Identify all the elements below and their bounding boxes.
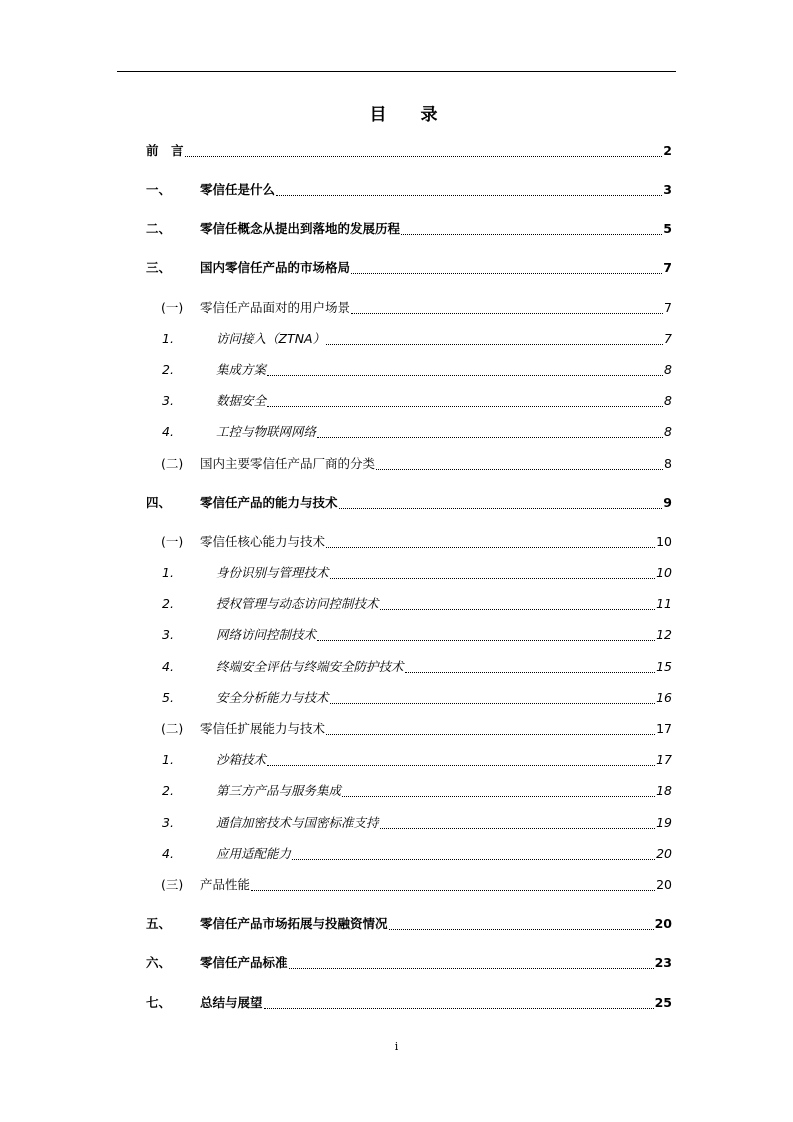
toc-entry-page: 10: [656, 534, 672, 549]
toc-entry[interactable]: [161, 454, 672, 474]
toc-entry-number: 1.: [162, 331, 174, 346]
toc-entry[interactable]: [162, 563, 672, 583]
toc-leader-dots: [401, 234, 662, 235]
toc-entry-label: 零信任产品的能力与技术: [200, 495, 338, 510]
toc-entry[interactable]: [146, 953, 672, 973]
toc-leader-dots: [276, 195, 662, 196]
toc-leader-dots: [326, 547, 655, 548]
toc-entry[interactable]: [146, 219, 672, 239]
toc-entry[interactable]: [161, 298, 672, 318]
toc-entry-page: 9: [663, 495, 672, 510]
toc-entry-label: 国内主要零信任产品厂商的分类: [200, 456, 376, 471]
toc-entry[interactable]: [162, 657, 672, 677]
toc-entry-number: (一): [161, 300, 184, 315]
toc-entry[interactable]: [162, 625, 672, 645]
toc-leader-dots: [351, 313, 663, 314]
toc-entry-number: 4.: [162, 659, 174, 674]
toc-entry-label: 产品性能: [200, 877, 251, 892]
toc-leader-dots: [351, 273, 662, 274]
toc-entry-number: (一): [161, 534, 184, 549]
toc-entry[interactable]: [162, 329, 672, 349]
toc-entry-number: 2.: [162, 783, 174, 798]
toc-entry[interactable]: [161, 532, 672, 552]
toc-entry-label: 国内零信任产品的市场格局: [200, 260, 351, 275]
toc-entry-label: 授权管理与动态访问控制技术: [216, 596, 379, 611]
toc-entry-label: 沙箱技术: [216, 752, 267, 767]
toc-entry-page: 15: [656, 659, 672, 674]
toc-entry-page: 20: [654, 916, 672, 931]
toc-entry-number: (三): [161, 877, 184, 892]
toc-entry-label: 零信任扩展能力与技术: [200, 721, 326, 736]
toc-entry-page: 17: [656, 752, 672, 767]
toc-entry-number: 三、: [146, 260, 172, 275]
toc-entry[interactable]: [161, 719, 672, 739]
page-title: 目 录: [369, 105, 452, 125]
toc-entry-number: (二): [161, 721, 184, 736]
toc-entry-page: 20: [656, 846, 672, 861]
toc-entry-page: 20: [656, 877, 672, 892]
toc-leader-dots: [380, 828, 656, 829]
toc-entry[interactable]: [146, 180, 672, 200]
toc-leader-dots: [330, 578, 656, 579]
toc-entry-number: 4.: [162, 846, 174, 861]
toc-entry[interactable]: [162, 594, 672, 614]
toc-leader-dots: [292, 859, 655, 860]
toc-entry-page: 8: [664, 424, 672, 439]
toc-entry-number: 4.: [162, 424, 174, 439]
toc-leader-dots: [267, 765, 655, 766]
toc-leader-dots: [251, 890, 655, 891]
toc-entry[interactable]: [146, 258, 672, 278]
toc-entry[interactable]: [162, 688, 672, 708]
toc-entry-page: 12: [656, 627, 672, 642]
toc-entry-page: 10: [656, 565, 672, 580]
toc-entry[interactable]: [146, 914, 672, 934]
toc-entry-label: 数据安全: [216, 393, 267, 408]
toc-entry-page: 8: [664, 393, 672, 408]
toc-leader-dots: [289, 968, 654, 969]
toc-leader-dots: [342, 796, 655, 797]
toc-entry-page: 7: [663, 260, 672, 275]
toc-entry[interactable]: [162, 391, 672, 411]
toc-entry-page: 19: [656, 815, 672, 830]
toc-entry-label: 第三方产品与服务集成: [216, 783, 342, 798]
toc-leader-dots: [389, 929, 654, 930]
toc-entry-page: 3: [663, 182, 672, 197]
toc-entry-number: 1.: [162, 752, 174, 767]
toc-entry-label: 应用适配能力: [216, 846, 292, 861]
toc-leader-dots: [264, 1008, 654, 1009]
toc-entry[interactable]: [146, 493, 672, 513]
toc-entry-label: 终端安全评估与终端安全防护技术: [216, 659, 404, 674]
toc-entry-number: 2.: [162, 362, 174, 377]
toc-entry-page: 11: [656, 596, 672, 611]
toc-entry-label: 零信任产品标准: [200, 955, 288, 970]
toc-entry[interactable]: [146, 993, 672, 1013]
toc-entry[interactable]: [162, 781, 672, 801]
toc-entry-number: 五、: [146, 916, 172, 931]
toc-leader-dots: [185, 156, 663, 157]
toc-entry-label: 零信任产品面对的用户场景: [200, 300, 351, 315]
toc-entry-label: 零信任概念从提出到落地的发展历程: [200, 221, 401, 236]
toc-entry[interactable]: [162, 813, 672, 833]
toc-entry-number: 3.: [162, 627, 174, 642]
toc-entry-number: 5.: [162, 690, 174, 705]
toc-entry-page: 23: [654, 955, 672, 970]
toc-entry-label: 零信任核心能力与技术: [200, 534, 326, 549]
toc-entry[interactable]: [162, 750, 672, 770]
toc-leader-dots: [317, 437, 663, 438]
toc-entry-page: 5: [663, 221, 672, 236]
toc-entry-number: 3.: [162, 393, 174, 408]
toc-entry-page: 2: [663, 143, 672, 158]
toc-entry[interactable]: [162, 422, 672, 442]
toc-entry-label: 访问接入（ZTNA）: [216, 331, 326, 346]
toc-entry-label: 集成方案: [216, 362, 267, 377]
toc-leader-dots: [326, 344, 663, 345]
toc-entry-number: 六、: [146, 955, 172, 970]
toc-entry-number: 二、: [146, 221, 172, 236]
toc-entry-page: 8: [664, 362, 672, 377]
toc-entry-label: 安全分析能力与技术: [216, 690, 329, 705]
toc-entry-number: (二): [161, 456, 184, 471]
toc-entry-page: 18: [656, 783, 672, 798]
toc-entry-label: 零信任产品市场拓展与投融资情况: [200, 916, 388, 931]
toc-entry-label: 工控与物联网网络: [216, 424, 317, 439]
toc-entry-number: 一、: [146, 182, 172, 197]
toc-entry-label: 通信加密技术与国密标准支持: [216, 815, 379, 830]
toc-leader-dots: [326, 734, 655, 735]
toc-entry[interactable]: [162, 360, 672, 380]
toc-entry-page: 8: [664, 456, 672, 471]
toc-entry-number: 七、: [146, 995, 172, 1010]
toc-entry[interactable]: [161, 875, 672, 895]
toc-entry-page: 16: [656, 690, 672, 705]
toc-entry-number: 前 言: [146, 143, 184, 158]
toc-entry[interactable]: [146, 141, 672, 161]
toc-leader-dots: [405, 672, 656, 673]
toc-leader-dots: [339, 508, 663, 509]
toc-entry-number: 1.: [162, 565, 174, 580]
toc-entry-label: 总结与展望: [200, 995, 263, 1010]
page-number: i: [394, 1040, 399, 1053]
toc-entry[interactable]: [162, 844, 672, 864]
toc-leader-dots: [376, 469, 663, 470]
toc-entry-page: 7: [664, 300, 672, 315]
toc-leader-dots: [267, 375, 663, 376]
toc-entry-page: 25: [654, 995, 672, 1010]
toc-entry-number: 四、: [146, 495, 172, 510]
toc-entry-page: 17: [656, 721, 672, 736]
toc-entry-page: 7: [664, 331, 672, 346]
toc-leader-dots: [380, 609, 656, 610]
toc-entry-label: 零信任是什么: [200, 182, 276, 197]
toc-entry-label: 身份识别与管理技术: [216, 565, 329, 580]
toc-leader-dots: [317, 640, 655, 641]
toc-entry-number: 3.: [162, 815, 174, 830]
toc-entry-number: 2.: [162, 596, 174, 611]
toc-leader-dots: [267, 406, 663, 407]
toc-entry-label: 网络访问控制技术: [216, 627, 317, 642]
toc-leader-dots: [330, 703, 656, 704]
